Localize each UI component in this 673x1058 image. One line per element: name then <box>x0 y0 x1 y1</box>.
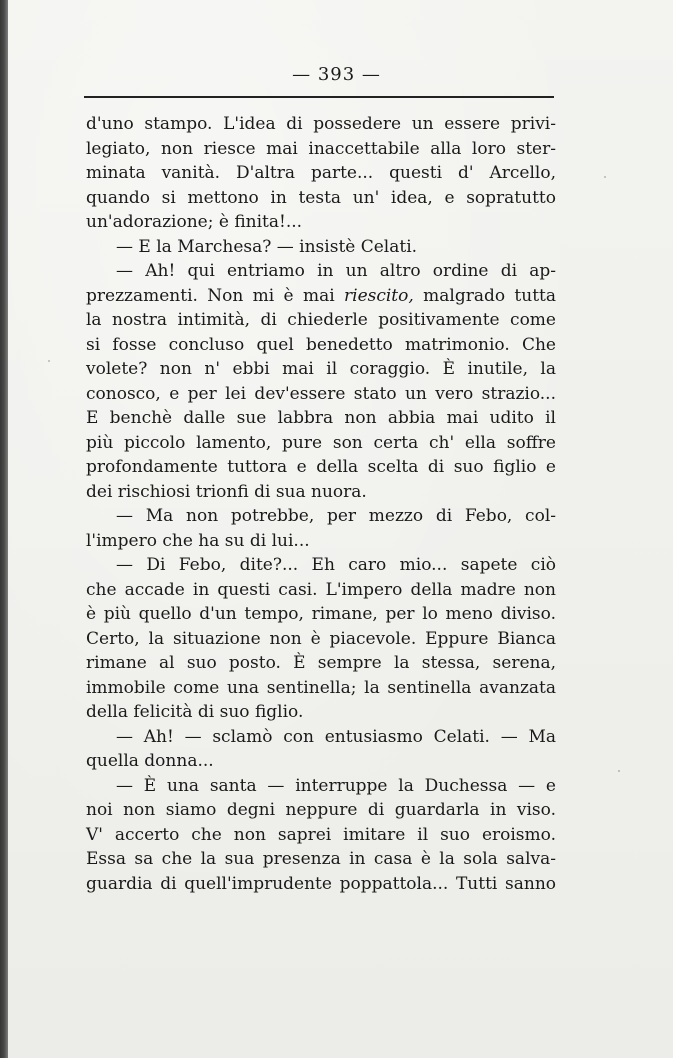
text-line: profondamente tuttora e della scelta di suo figlio e <box>86 457 556 477</box>
text-line: noi non siamo degni neppure di guardarla in viso. <box>86 800 556 820</box>
text-line: — Ma non potrebbe, per mezzo di Febo, col- <box>116 506 556 526</box>
text-line: più piccolo lamento, pure son certa ch' ella soffre <box>86 432 556 453</box>
body-text <box>86 112 556 896</box>
text-line: volete? non n' ebbi mai il coraggio. È inutile, la <box>86 359 556 379</box>
scan-speck <box>604 176 606 178</box>
text-line: minata vanità. D'altra parte... questi d' Arcello, <box>86 163 556 183</box>
text-line: è più quello d'un tempo, rimane, per lo meno diviso. <box>86 604 556 624</box>
text-line: legiato, non riesce mai inaccettabile alla loro ster- <box>86 138 556 159</box>
text-line: Essa sa che la sua presenza in casa è la sola salva- <box>86 849 556 869</box>
text-line: E benchè dalle sue labbra non abbia mai udito il <box>86 408 556 428</box>
text-line: della felicità di suo figlio. <box>86 702 304 722</box>
page-number: — 393 — <box>292 64 381 85</box>
header-rule <box>84 96 554 98</box>
scan-speck <box>618 770 620 772</box>
text-line: immobile come una sentinella; la sentinella avanzata <box>86 677 556 698</box>
text-line: — Ah! — sclamò con entusiasmo Celati. — Ma <box>116 726 556 747</box>
text-line: che accade in questi casi. L'impero della madre non <box>86 579 556 600</box>
text-line: V' accerto che non saprei imitare il suo eroismo. <box>86 824 556 845</box>
text-line: d'uno stampo. L'idea di possedere un essere privi- <box>86 114 556 134</box>
text-line: guardia di quell'imprudente poppattola... Tutti sanno <box>86 873 556 894</box>
book-binding-edge <box>0 0 8 1058</box>
text-line-segment: prezzamenti. Non mi è mai <box>86 285 344 306</box>
text-line: un'adorazione; è finita!... <box>86 212 303 232</box>
text-line-segment: malgrado tutta <box>413 285 556 306</box>
text-line: Certo, la situazione non è piacevole. Eppure Bianca <box>86 628 556 649</box>
text-line: quando si mettono in testa un' idea, e sopratutto <box>86 187 556 208</box>
text-line: — Di Febo, dite?... Eh caro mio... sapete ciò <box>116 555 556 575</box>
text-line: — E la Marchesa? — insistè Celati. <box>116 236 418 257</box>
text-line-italic-segment: riescito, <box>344 285 414 306</box>
text-line: — Ah! qui entriamo in un altro ordine di ap- <box>116 261 556 281</box>
text-line: — È una santa — interruppe la Duchessa — e <box>116 775 556 796</box>
text-line: la nostra intimità, di chiederle positivamente come <box>86 310 556 330</box>
text-line: quella donna... <box>86 751 214 771</box>
text-line: si fosse concluso quel benedetto matrimonio. Che <box>86 334 556 355</box>
text-line: rimane al suo posto. È sempre la stessa, serena, <box>86 653 556 673</box>
text-line <box>86 284 556 309</box>
text-line: conosco, e per lei dev'essere stato un vero strazio... <box>86 383 556 404</box>
text-line: dei rischiosi trionfi di sua nuora. <box>86 481 367 502</box>
scan-speck <box>48 360 50 362</box>
text-line: l'impero che ha su di lui... <box>86 530 310 551</box>
